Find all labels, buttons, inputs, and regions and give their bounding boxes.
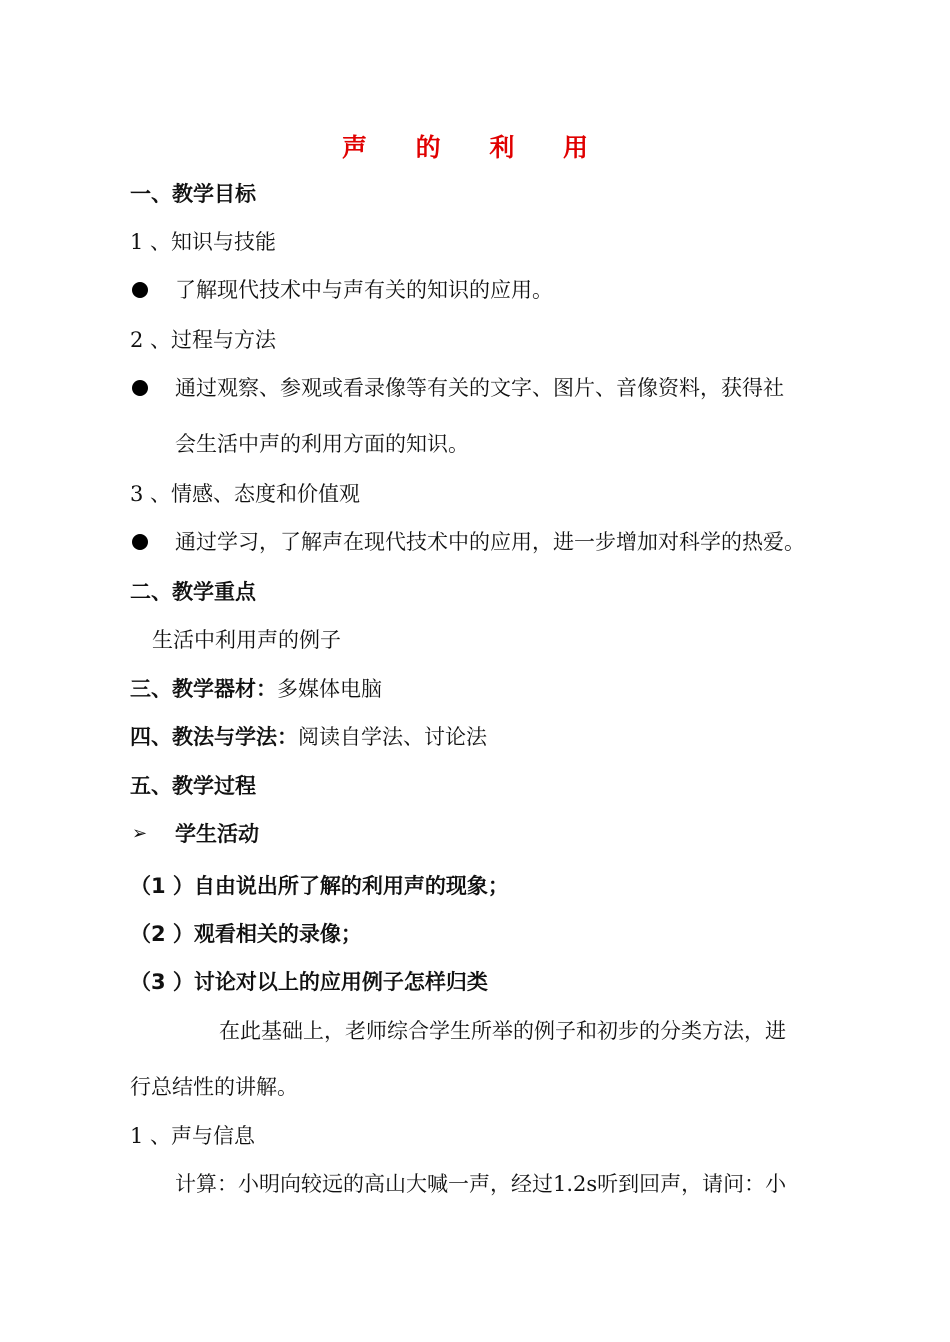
- bullet-text-3: 通过学习，了解声在现代技术中的应用，进一步增加对科学的热爱。: [175, 530, 805, 554]
- equipment-content: 多媒体电脑: [277, 677, 382, 701]
- bullet-icon: [132, 282, 148, 298]
- key-points-content: 生活中利用声的例子: [152, 628, 341, 652]
- bullet-text-2-line2: 会生活中声的利用方面的知识。: [175, 432, 469, 456]
- equipment-line: [130, 675, 382, 703]
- item-attitude-values: 3 、情感、态度和价值观: [130, 482, 361, 506]
- paragraph-line2: 行总结性的讲解。: [130, 1075, 298, 1099]
- step-2: （2 ）观看相关的录像；: [130, 922, 362, 946]
- methods-content: 阅读自学法、讨论法: [298, 725, 487, 749]
- step-1: （1 ）自由说出所了解的利用声的现象；: [130, 874, 509, 898]
- calculation-text: 计算：小明向较远的高山大喊一声，经过1.2s听到回声，请问：小: [175, 1172, 787, 1196]
- item-sound-information: 1 、声与信息: [130, 1124, 256, 1148]
- bullet-text-1: 了解现代技术中与声有关的知识的应用。: [175, 278, 553, 302]
- document-title: 声 的 利 用: [341, 133, 609, 162]
- heading-key-points: 二、教学重点: [130, 580, 256, 604]
- item-process-methods: 2 、过程与方法: [130, 328, 277, 352]
- step-3: （3 ）讨论对以上的应用例子怎样归类: [130, 970, 488, 994]
- heading-equipment: 三、教学器材：: [130, 677, 277, 701]
- heading-teaching-process: 五、教学过程: [130, 774, 256, 798]
- student-activity-label: 学生活动: [175, 822, 259, 846]
- bullet-icon: [132, 534, 148, 550]
- heading-methods: 四、教法与学法：: [130, 725, 298, 749]
- bullet-icon: [132, 380, 148, 396]
- arrow-right-icon: ➢: [132, 823, 148, 844]
- methods-line: [130, 723, 487, 751]
- paragraph-line1: 在此基础上，老师综合学生所举的例子和初步的分类方法，进: [219, 1019, 786, 1043]
- heading-teaching-goals: 一、教学目标: [130, 182, 256, 206]
- bullet-text-2-line1: 通过观察、参观或看录像等有关的文字、图片、音像资料，获得社: [175, 376, 784, 400]
- item-knowledge-skills: 1 、知识与技能: [130, 230, 277, 254]
